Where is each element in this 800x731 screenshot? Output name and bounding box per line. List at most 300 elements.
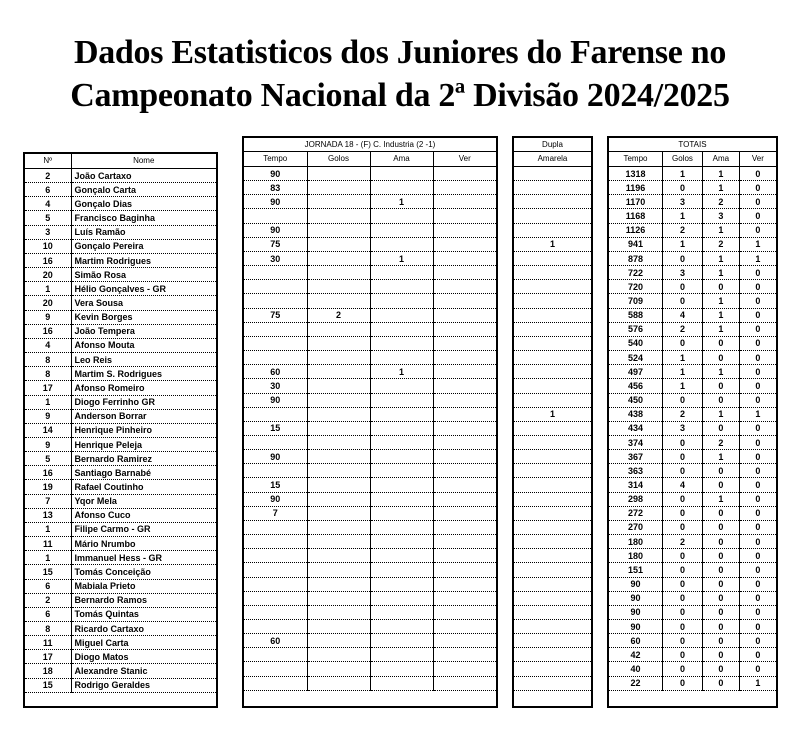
totais-ama-cell: 2 bbox=[703, 435, 740, 449]
player-row bbox=[25, 197, 216, 211]
player-row bbox=[25, 522, 216, 536]
player-row bbox=[25, 239, 216, 253]
page-title-line-2: Campeonato Nacional da 2ª Divisão 2024/2025 bbox=[70, 77, 730, 114]
jornada-ama-cell bbox=[370, 223, 433, 237]
dupla-row bbox=[514, 280, 591, 294]
player-row bbox=[25, 579, 216, 593]
player-number: 14 bbox=[25, 423, 71, 437]
dupla-row bbox=[514, 266, 591, 280]
dupla-cell: 1 bbox=[514, 407, 591, 421]
totais-tempo-cell: 878 bbox=[609, 251, 662, 265]
player-number: 8 bbox=[25, 353, 71, 367]
dupla-row bbox=[514, 620, 591, 634]
totais-ver-cell: 1 bbox=[739, 676, 776, 690]
player-row bbox=[25, 565, 216, 579]
totais-ama-cell: 2 bbox=[703, 195, 740, 209]
dupla-row bbox=[514, 209, 591, 223]
player-name: Gonçalo Carta bbox=[71, 183, 216, 197]
dupla-row bbox=[514, 435, 591, 449]
players-table bbox=[23, 152, 218, 708]
totais-ama-cell: 0 bbox=[703, 648, 740, 662]
totais-ver-cell: 0 bbox=[739, 280, 776, 294]
totais-row bbox=[609, 195, 776, 209]
player-number: 1 bbox=[25, 395, 71, 409]
totais-golos-cell: 0 bbox=[662, 435, 702, 449]
dupla-cell bbox=[514, 251, 591, 265]
dupla-cell bbox=[514, 435, 591, 449]
jornada-tempo-cell: 7 bbox=[244, 506, 307, 520]
dupla-cell bbox=[514, 393, 591, 407]
totais-ver-cell: 0 bbox=[739, 365, 776, 379]
totais-tempo-cell: 367 bbox=[609, 450, 662, 464]
jornada-tempo-cell bbox=[244, 336, 307, 350]
jornada-ama-cell bbox=[370, 535, 433, 549]
totais-tempo-cell: 722 bbox=[609, 266, 662, 280]
jornada-tempo-cell: 15 bbox=[244, 478, 307, 492]
totais-tempo-cell: 314 bbox=[609, 478, 662, 492]
totais-table bbox=[607, 136, 778, 708]
totais-row bbox=[609, 351, 776, 365]
jornada-ama-cell bbox=[370, 181, 433, 195]
player-row bbox=[25, 381, 216, 395]
jornada-tempo-cell: 83 bbox=[244, 181, 307, 195]
jornada-ver-cell bbox=[433, 209, 496, 223]
totais-ver-cell: 0 bbox=[739, 492, 776, 506]
jornada-golos-cell bbox=[307, 421, 370, 435]
totais-tempo-cell: 90 bbox=[609, 605, 662, 619]
player-number: 20 bbox=[25, 296, 71, 310]
player-name: Bernardo Ramirez bbox=[71, 452, 216, 466]
totais-header-row bbox=[609, 152, 776, 167]
jornada-tempo-cell bbox=[244, 322, 307, 336]
jornada-ama-cell bbox=[370, 506, 433, 520]
jornada-tempo-cell bbox=[244, 591, 307, 605]
totais-title-row bbox=[609, 138, 776, 152]
jornada-golos-cell bbox=[307, 492, 370, 506]
jornada-golos-cell bbox=[307, 195, 370, 209]
player-number: 10 bbox=[25, 239, 71, 253]
totais-ama-header: Ama bbox=[703, 152, 740, 167]
jornada-tempo-cell bbox=[244, 209, 307, 223]
jornada-row bbox=[244, 322, 496, 336]
totais-ver-cell: 1 bbox=[739, 251, 776, 265]
totais-ver-cell: 1 bbox=[739, 407, 776, 421]
jornada-row bbox=[244, 563, 496, 577]
player-name: Vera Sousa bbox=[71, 296, 216, 310]
dupla-row bbox=[514, 464, 591, 478]
totais-golos-cell: 1 bbox=[662, 379, 702, 393]
totais-golos-cell: 0 bbox=[662, 450, 702, 464]
player-name: Tomás Quintas bbox=[71, 607, 216, 621]
jornada-ama-cell bbox=[370, 421, 433, 435]
totais-grid bbox=[609, 138, 776, 691]
totais-ver-cell: 0 bbox=[739, 506, 776, 520]
totais-golos-cell: 0 bbox=[662, 620, 702, 634]
jornada-ama-cell bbox=[370, 294, 433, 308]
player-number: 2 bbox=[25, 593, 71, 607]
player-row bbox=[25, 423, 216, 437]
player-name: Yqor Mela bbox=[71, 494, 216, 508]
jornada-golos-cell bbox=[307, 450, 370, 464]
player-number: 2 bbox=[25, 169, 71, 183]
jornada-ama-cell bbox=[370, 634, 433, 648]
jornada-ama-cell bbox=[370, 322, 433, 336]
player-name: João Cartaxo bbox=[71, 169, 216, 183]
totais-ama-cell: 1 bbox=[703, 266, 740, 280]
totais-row bbox=[609, 167, 776, 181]
dupla-title-row bbox=[514, 138, 591, 152]
jornada-ver-cell bbox=[433, 676, 496, 690]
player-row bbox=[25, 508, 216, 522]
dupla-cell bbox=[514, 662, 591, 676]
totais-tempo-cell: 1170 bbox=[609, 195, 662, 209]
totais-ama-cell: 0 bbox=[703, 549, 740, 563]
jornada-golos-cell bbox=[307, 280, 370, 294]
player-row bbox=[25, 395, 216, 409]
totais-golos-cell: 3 bbox=[662, 266, 702, 280]
jornada-tempo-cell bbox=[244, 407, 307, 421]
player-number: 17 bbox=[25, 381, 71, 395]
dupla-cell bbox=[514, 520, 591, 534]
totais-ver-cell: 0 bbox=[739, 464, 776, 478]
totais-row bbox=[609, 549, 776, 563]
totais-ama-cell: 0 bbox=[703, 464, 740, 478]
player-name: Bernardo Ramos bbox=[71, 593, 216, 607]
jornada-ama-cell bbox=[370, 237, 433, 251]
jornada-golos-cell bbox=[307, 464, 370, 478]
player-name: Francisco Baginha bbox=[71, 211, 216, 225]
player-number: 11 bbox=[25, 537, 71, 551]
totais-ver-cell: 0 bbox=[739, 577, 776, 591]
dupla-cell bbox=[514, 605, 591, 619]
jornada-row bbox=[244, 223, 496, 237]
jornada-ver-cell bbox=[433, 450, 496, 464]
jornada-ver-cell bbox=[433, 435, 496, 449]
jornada-golos-cell bbox=[307, 577, 370, 591]
jornada-tempo-cell bbox=[244, 577, 307, 591]
totais-tempo-cell: 576 bbox=[609, 322, 662, 336]
totais-row bbox=[609, 676, 776, 690]
player-name: Alexandre Stanic bbox=[71, 664, 216, 678]
dupla-cell bbox=[514, 478, 591, 492]
player-row bbox=[25, 437, 216, 451]
jornada-row bbox=[244, 620, 496, 634]
totais-ama-cell: 0 bbox=[703, 421, 740, 435]
jornada-tempo-cell: 75 bbox=[244, 308, 307, 322]
player-name: Diogo Ferrinho GR bbox=[71, 395, 216, 409]
player-row bbox=[25, 537, 216, 551]
totais-tempo-cell: 42 bbox=[609, 648, 662, 662]
dupla-header-row bbox=[514, 152, 591, 167]
jornada-tempo-cell bbox=[244, 294, 307, 308]
totais-tempo-cell: 1318 bbox=[609, 167, 662, 181]
player-number: 16 bbox=[25, 253, 71, 267]
jornada-tempo-cell bbox=[244, 266, 307, 280]
name-column-header: Nome bbox=[71, 154, 216, 169]
totais-tempo-cell: 90 bbox=[609, 577, 662, 591]
jornada-golos-cell bbox=[307, 506, 370, 520]
totais-ver-cell: 0 bbox=[739, 605, 776, 619]
player-row bbox=[25, 253, 216, 267]
player-row bbox=[25, 622, 216, 636]
totais-golos-cell: 4 bbox=[662, 308, 702, 322]
jornada-golos-cell bbox=[307, 407, 370, 421]
totais-golos-cell: 0 bbox=[662, 393, 702, 407]
totais-row bbox=[609, 492, 776, 506]
jornada-tempo-header: Tempo bbox=[244, 152, 307, 167]
jornada-tempo-cell bbox=[244, 535, 307, 549]
dupla-row bbox=[514, 634, 591, 648]
totais-ver-cell: 0 bbox=[739, 435, 776, 449]
jornada-row bbox=[244, 251, 496, 265]
dupla-cell bbox=[514, 535, 591, 549]
player-name: Hélio Gonçalves - GR bbox=[71, 282, 216, 296]
player-name: Gonçalo Dias bbox=[71, 197, 216, 211]
player-name: Rodrigo Geraldes bbox=[71, 678, 216, 692]
totais-ver-cell: 0 bbox=[739, 393, 776, 407]
player-name: Tomás Conceição bbox=[71, 565, 216, 579]
jornada-row bbox=[244, 351, 496, 365]
dupla-row bbox=[514, 322, 591, 336]
player-number: 6 bbox=[25, 607, 71, 621]
jornada-ver-cell bbox=[433, 492, 496, 506]
totais-row bbox=[609, 605, 776, 619]
totais-tempo-cell: 450 bbox=[609, 393, 662, 407]
jornada-golos-cell bbox=[307, 237, 370, 251]
totais-tempo-cell: 709 bbox=[609, 294, 662, 308]
jornada-row bbox=[244, 209, 496, 223]
player-row bbox=[25, 678, 216, 692]
totais-ver-cell: 0 bbox=[739, 648, 776, 662]
jornada-golos-header: Golos bbox=[307, 152, 370, 167]
totais-tempo-cell: 1126 bbox=[609, 223, 662, 237]
player-row bbox=[25, 268, 216, 282]
totais-row bbox=[609, 237, 776, 251]
jornada-row bbox=[244, 266, 496, 280]
jornada-tempo-cell: 90 bbox=[244, 393, 307, 407]
player-name: Henrique Pinheiro bbox=[71, 423, 216, 437]
jornada-ver-cell bbox=[433, 662, 496, 676]
number-column-header: Nº bbox=[25, 154, 71, 169]
player-number: 6 bbox=[25, 579, 71, 593]
totais-tempo-header: Tempo bbox=[609, 152, 662, 167]
jornada-ver-cell bbox=[433, 237, 496, 251]
jornada-row bbox=[244, 280, 496, 294]
totais-ama-cell: 0 bbox=[703, 280, 740, 294]
player-name: Martim Rodrigues bbox=[71, 253, 216, 267]
jornada-ver-cell bbox=[433, 520, 496, 534]
jornada-row bbox=[244, 648, 496, 662]
totais-golos-cell: 0 bbox=[662, 294, 702, 308]
jornada-row bbox=[244, 308, 496, 322]
totais-tempo-cell: 456 bbox=[609, 379, 662, 393]
totais-ama-cell: 1 bbox=[703, 223, 740, 237]
player-number: 6 bbox=[25, 183, 71, 197]
totais-tempo-cell: 941 bbox=[609, 237, 662, 251]
jornada-tempo-cell bbox=[244, 464, 307, 478]
jornada-golos-cell bbox=[307, 435, 370, 449]
dupla-row bbox=[514, 167, 591, 181]
totais-ama-cell: 0 bbox=[703, 634, 740, 648]
dupla-cell bbox=[514, 577, 591, 591]
dupla-cell bbox=[514, 591, 591, 605]
jornada-ver-cell bbox=[433, 591, 496, 605]
totais-row bbox=[609, 648, 776, 662]
player-number: 15 bbox=[25, 678, 71, 692]
jornada-ver-cell bbox=[433, 322, 496, 336]
players-grid bbox=[25, 154, 216, 693]
jornada-row bbox=[244, 167, 496, 181]
jornada-row bbox=[244, 506, 496, 520]
totais-tempo-cell: 363 bbox=[609, 464, 662, 478]
jornada-ver-cell bbox=[433, 634, 496, 648]
player-row bbox=[25, 452, 216, 466]
jornada-ama-cell: 1 bbox=[370, 251, 433, 265]
dupla-cell bbox=[514, 506, 591, 520]
jornada-ver-cell bbox=[433, 506, 496, 520]
jornada-ama-cell bbox=[370, 662, 433, 676]
player-name: Rafael Coutinho bbox=[71, 480, 216, 494]
totais-row bbox=[609, 577, 776, 591]
jornada-ama-cell bbox=[370, 676, 433, 690]
totais-ama-cell: 1 bbox=[703, 167, 740, 181]
dupla-cell bbox=[514, 421, 591, 435]
jornada-ama-cell bbox=[370, 492, 433, 506]
dupla-row bbox=[514, 563, 591, 577]
totais-ama-cell: 0 bbox=[703, 351, 740, 365]
totais-row bbox=[609, 435, 776, 449]
player-name: Ricardo Cartaxo bbox=[71, 622, 216, 636]
dupla-row bbox=[514, 421, 591, 435]
jornada-ama-cell bbox=[370, 336, 433, 350]
jornada-row bbox=[244, 634, 496, 648]
jornada-ama-cell bbox=[370, 280, 433, 294]
jornada-golos-cell bbox=[307, 351, 370, 365]
totais-row bbox=[609, 294, 776, 308]
totais-ver-cell: 0 bbox=[739, 351, 776, 365]
totais-ver-cell: 0 bbox=[739, 520, 776, 534]
totais-golos-cell: 0 bbox=[662, 464, 702, 478]
player-name: Miguel Carta bbox=[71, 636, 216, 650]
jornada-ama-cell bbox=[370, 605, 433, 619]
totais-row bbox=[609, 407, 776, 421]
dupla-cell bbox=[514, 209, 591, 223]
totais-tempo-cell: 270 bbox=[609, 520, 662, 534]
dupla-cell bbox=[514, 379, 591, 393]
totais-golos-cell: 1 bbox=[662, 351, 702, 365]
dupla-cell bbox=[514, 294, 591, 308]
dupla-grid bbox=[514, 138, 591, 691]
jornada-row bbox=[244, 478, 496, 492]
jornada-ver-cell bbox=[433, 365, 496, 379]
dupla-row bbox=[514, 648, 591, 662]
totais-row bbox=[609, 223, 776, 237]
jornada-ver-cell bbox=[433, 280, 496, 294]
totais-ama-cell: 1 bbox=[703, 322, 740, 336]
dupla-row bbox=[514, 351, 591, 365]
totais-ama-cell: 1 bbox=[703, 251, 740, 265]
totais-ama-cell: 0 bbox=[703, 478, 740, 492]
jornada-golos-cell bbox=[307, 535, 370, 549]
player-number: 8 bbox=[25, 367, 71, 381]
jornada-golos-cell bbox=[307, 605, 370, 619]
jornada-golos-cell bbox=[307, 365, 370, 379]
totais-tempo-cell: 272 bbox=[609, 506, 662, 520]
totais-golos-cell: 0 bbox=[662, 591, 702, 605]
player-name: Afonso Mouta bbox=[71, 338, 216, 352]
jornada-ver-cell bbox=[433, 648, 496, 662]
dupla-subtitle: Amarela bbox=[514, 152, 591, 167]
totais-ver-cell: 0 bbox=[739, 563, 776, 577]
totais-ver-cell: 0 bbox=[739, 591, 776, 605]
page-title-line-1: Dados Estatisticos dos Juniores do Farense no bbox=[73, 34, 727, 71]
totais-ama-cell: 0 bbox=[703, 535, 740, 549]
jornada-tempo-cell: 15 bbox=[244, 421, 307, 435]
jornada-ama-cell: 1 bbox=[370, 195, 433, 209]
dupla-cell bbox=[514, 549, 591, 563]
jornada-ama-cell bbox=[370, 478, 433, 492]
dupla-row bbox=[514, 506, 591, 520]
totais-golos-cell: 0 bbox=[662, 520, 702, 534]
totais-golos-cell: 0 bbox=[662, 336, 702, 350]
dupla-cell bbox=[514, 634, 591, 648]
jornada-table bbox=[242, 136, 498, 708]
jornada-ama-cell bbox=[370, 209, 433, 223]
totais-row bbox=[609, 266, 776, 280]
jornada-golos-cell bbox=[307, 393, 370, 407]
jornada-ama-cell bbox=[370, 407, 433, 421]
jornada-ver-cell bbox=[433, 251, 496, 265]
totais-golos-cell: 0 bbox=[662, 280, 702, 294]
jornada-row bbox=[244, 407, 496, 421]
player-number: 7 bbox=[25, 494, 71, 508]
totais-ver-cell: 0 bbox=[739, 167, 776, 181]
dupla-row bbox=[514, 336, 591, 350]
jornada-ver-cell bbox=[433, 181, 496, 195]
player-name: Santiago Barnabé bbox=[71, 466, 216, 480]
dupla-row bbox=[514, 181, 591, 195]
jornada-title: JORNADA 18 - (F) C. Industria (2 -1) bbox=[244, 138, 496, 152]
player-number: 5 bbox=[25, 452, 71, 466]
totais-row bbox=[609, 464, 776, 478]
dupla-cell bbox=[514, 308, 591, 322]
player-name: Leo Reis bbox=[71, 353, 216, 367]
jornada-ama-cell bbox=[370, 591, 433, 605]
player-name: Filipe Carmo - GR bbox=[71, 522, 216, 536]
totais-row bbox=[609, 421, 776, 435]
jornada-title-row bbox=[244, 138, 496, 152]
jornada-ama-cell bbox=[370, 464, 433, 478]
player-row bbox=[25, 282, 216, 296]
jornada-golos-cell bbox=[307, 591, 370, 605]
player-number: 1 bbox=[25, 282, 71, 296]
totais-tempo-cell: 438 bbox=[609, 407, 662, 421]
totais-row bbox=[609, 365, 776, 379]
player-number: 11 bbox=[25, 636, 71, 650]
jornada-tempo-cell: 90 bbox=[244, 450, 307, 464]
player-name: Afonso Romeiro bbox=[71, 381, 216, 395]
totais-ama-cell: 1 bbox=[703, 294, 740, 308]
player-row bbox=[25, 211, 216, 225]
totais-ver-cell: 0 bbox=[739, 478, 776, 492]
totais-tempo-cell: 374 bbox=[609, 435, 662, 449]
dupla-row bbox=[514, 492, 591, 506]
totais-tempo-cell: 298 bbox=[609, 492, 662, 506]
jornada-ver-cell bbox=[433, 393, 496, 407]
dupla-row bbox=[514, 365, 591, 379]
totais-row bbox=[609, 591, 776, 605]
dupla-cell bbox=[514, 365, 591, 379]
